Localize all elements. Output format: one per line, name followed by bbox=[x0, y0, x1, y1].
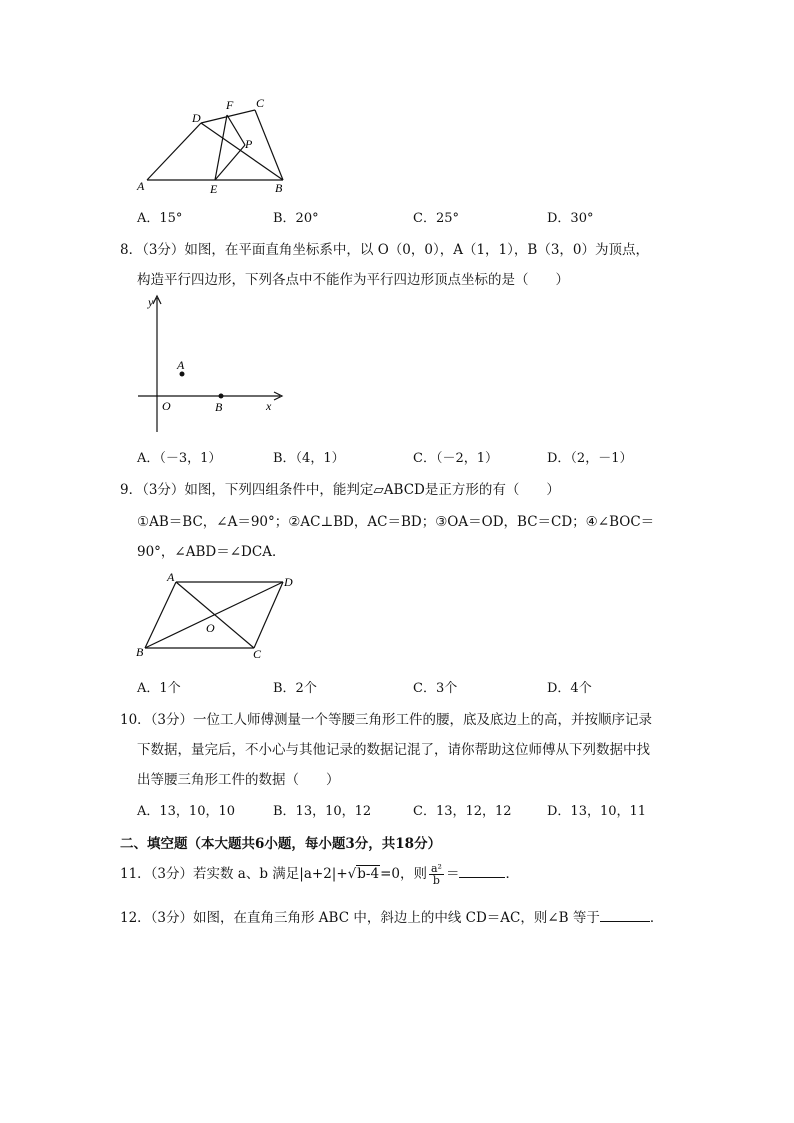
q7-option-b: B．20° bbox=[273, 211, 319, 226]
q9-text-line3: 90°，∠ABD＝∠DCA． bbox=[137, 544, 286, 560]
q9-parallelogram-figure bbox=[132, 568, 302, 664]
q11-answer-blank[interactable] bbox=[459, 865, 505, 878]
q12-body: 12．（3分）如图，在直角三角形 ABC 中，斜边上的中线 CD＝AC，则∠B 等于 bbox=[120, 910, 600, 926]
q8-point-b bbox=[219, 394, 224, 399]
q8-text-line2: 构造平行四边形，下列各点中不能作为平行四边形顶点坐标的是（ ） bbox=[137, 272, 569, 288]
q8-label-a: A bbox=[177, 358, 185, 372]
q8-label-y: y bbox=[148, 295, 154, 309]
q11-frac-numerator: a² bbox=[430, 862, 442, 875]
q10-option-b: B．13，10，12 bbox=[273, 804, 372, 819]
q10-text-line1: 10．（3分）一位工人师傅测量一个等腰三角形工件的腰，底及底边上的高，并按顺序记录 bbox=[120, 712, 653, 728]
q8-label-o: O bbox=[162, 399, 171, 413]
q9-label-c: C bbox=[253, 647, 262, 661]
q9-option-a: A．1个 bbox=[137, 681, 181, 696]
q11-fraction bbox=[429, 863, 444, 886]
q9-text-line2: ①AB＝BC，∠A＝90°；②AC⊥BD，AC＝BD；③OA＝OD，BC＝CD；④∠BOC＝ bbox=[137, 514, 655, 530]
q11-text bbox=[120, 862, 519, 886]
q10-text-line2: 下数据，量完后，不小心与其他记录的数据记混了，请你帮助这位师傅从下列数据中找 bbox=[137, 742, 650, 758]
q9-label-d: D bbox=[284, 575, 293, 589]
q9-label-b: B bbox=[136, 645, 144, 659]
q9-option-d: D．4个 bbox=[547, 681, 592, 696]
q12-end: ． bbox=[649, 910, 664, 926]
q10-option-a: A．13，10，10 bbox=[137, 804, 236, 819]
q10-text-line3: 出等腰三角形工件的数据（ ） bbox=[137, 772, 340, 788]
q8-point-a bbox=[180, 372, 185, 377]
q9-label-o: O bbox=[206, 621, 215, 635]
q8-label-b: B bbox=[215, 400, 223, 414]
q9-option-c: C．3个 bbox=[413, 681, 458, 696]
q11-mid: =0，则 bbox=[380, 866, 427, 882]
q11-sqrt-sign: √ bbox=[347, 866, 357, 882]
q8-option-c: C．（－2，1） bbox=[413, 451, 498, 466]
q7-label-A: A bbox=[137, 179, 145, 193]
q7-label-C: C bbox=[256, 96, 265, 110]
q8-coordinate-figure bbox=[135, 292, 285, 432]
q7-label-F: F bbox=[226, 98, 234, 112]
q7-figure bbox=[135, 95, 295, 200]
q8-label-x: x bbox=[266, 399, 272, 413]
q7-label-B: B bbox=[275, 181, 283, 195]
q10-option-d: D．13，10，11 bbox=[547, 804, 647, 819]
q7-label-P: P bbox=[245, 137, 253, 151]
q12-text bbox=[120, 906, 663, 926]
q11-end: ． bbox=[505, 866, 519, 882]
q9-option-b: B．2个 bbox=[273, 681, 317, 696]
q9-text-line1: 9．（3分）如图，下列四组条件中，能判定▱ABCD是正方形的有（ ） bbox=[120, 482, 560, 498]
q12-answer-blank[interactable] bbox=[600, 909, 650, 922]
q8-option-d: D．（2，－1） bbox=[547, 451, 633, 466]
q10-option-c: C．13，12，12 bbox=[413, 804, 512, 819]
q7-option-d: D．30° bbox=[547, 211, 594, 226]
q8-option-a: A．（－3，1） bbox=[137, 451, 222, 466]
q7-option-c: C．25° bbox=[413, 211, 459, 226]
section-2-title: 二、填空题（本大题共6小题，每小题3分，共18分） bbox=[120, 836, 442, 852]
q7-option-a: A．15° bbox=[137, 211, 183, 226]
q8-text-line1: 8．（3分）如图，在平面直角坐标系中，以 O（0，0），A（1，1），B（3，0）为顶点， bbox=[120, 242, 649, 258]
q11-frac-denominator: b bbox=[432, 874, 440, 887]
q7-label-D: D bbox=[192, 111, 201, 125]
q11-suffix: ＝ bbox=[445, 866, 460, 882]
q7-label-E: E bbox=[210, 182, 218, 196]
q8-option-b: B．（4，1） bbox=[273, 451, 345, 466]
q9-label-a: A bbox=[167, 570, 175, 584]
q11-sqrt-content: b-4 bbox=[357, 866, 380, 882]
q11-prefix: 11．（3分）若实数 a、b 满足|a+2|+ bbox=[120, 866, 348, 882]
